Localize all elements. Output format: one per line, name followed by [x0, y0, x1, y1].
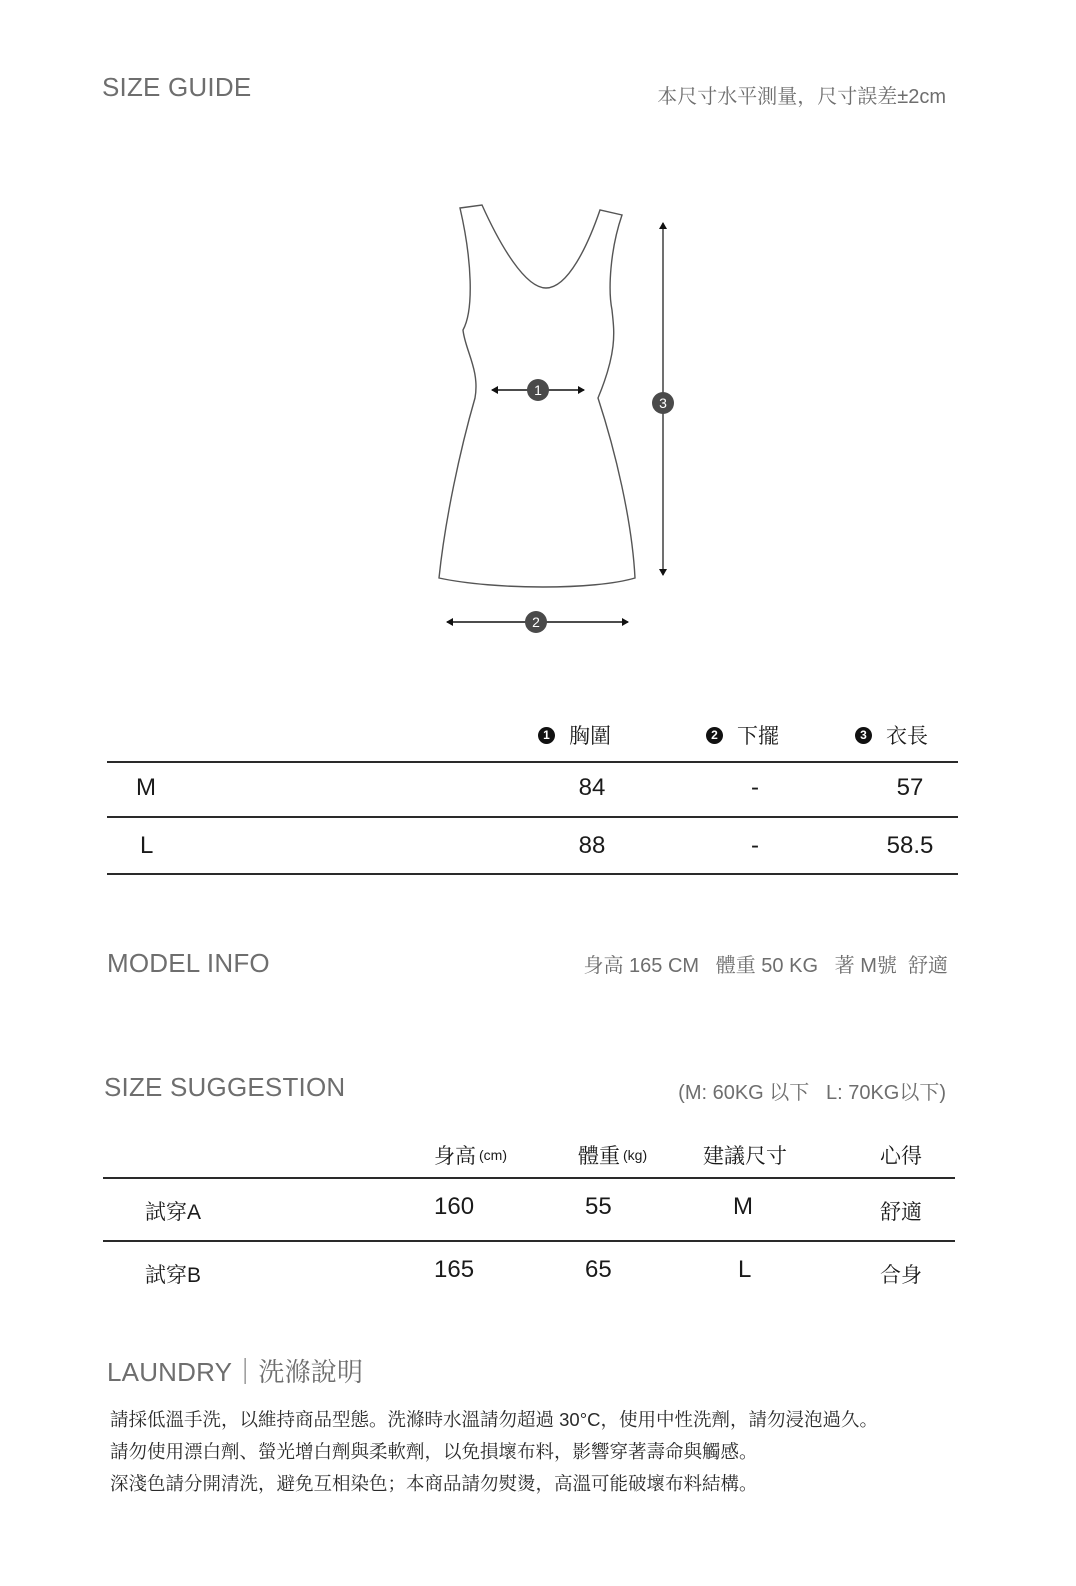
dress-diagram [420, 190, 700, 640]
cell-l-hem: - [751, 832, 759, 859]
tester-b-name: 試穿B [145, 1264, 202, 1287]
table-divider [107, 761, 958, 763]
model-info-title: MODEL INFO [107, 948, 270, 978]
size-guide-title: SIZE GUIDE [102, 72, 252, 102]
tester-a-comment: 舒適 [880, 1201, 922, 1224]
tester-a-weight: 55 [585, 1193, 612, 1220]
tester-b-comment: 合身 [880, 1264, 922, 1287]
col-header-height: 身高 (cm) [434, 1145, 507, 1168]
cell-m-length: 57 [896, 774, 924, 801]
tester-a-size: M [733, 1193, 753, 1220]
tester-b-size: L [738, 1256, 752, 1283]
size-label-l: L [140, 832, 154, 859]
table-divider [107, 816, 958, 818]
badge-1-icon: 1 [538, 727, 555, 744]
col-header-weight: 體重 (kg) [578, 1145, 648, 1168]
svg-text:2: 2 [532, 614, 540, 630]
svg-text:1: 1 [534, 382, 542, 398]
badge-2-icon: 2 [706, 727, 723, 744]
col-header-comment: 心得 [880, 1145, 922, 1168]
laundry-instructions [110, 1404, 878, 1500]
tester-a-height: 160 [434, 1193, 475, 1220]
laundry-line: 深淺色請分開清洗，避免互相染色；本商品請勿熨燙，高溫可能破壞布料結構。 [110, 1473, 758, 1494]
tester-b-weight: 65 [585, 1256, 612, 1283]
model-info-details: 身高 165 CM 體重 50 KG 著 M號 舒適 [583, 955, 948, 977]
size-suggestion-title: SIZE SUGGESTION [104, 1072, 346, 1102]
laundry-title: LAUNDRY｜洗滌說明 [107, 1357, 364, 1387]
col-header-suggested-size: 建議尺寸 [703, 1145, 787, 1168]
table-divider [103, 1240, 955, 1242]
table-divider [107, 873, 958, 875]
laundry-line: 請勿使用漂白劑、螢光增白劑與柔軟劑，以免損壞布料，影響穿著壽命與觸感。 [110, 1441, 758, 1462]
cell-l-length: 58.5 [886, 832, 934, 859]
tester-b-height: 165 [434, 1256, 475, 1283]
table-divider [103, 1177, 955, 1179]
cell-l-chest: 88 [578, 832, 606, 859]
laundry-line: 請採低溫手洗，以維持商品型態。洗滌時水溫請勿超過 30°C，使用中性洗劑，請勿浸泡過久。 [110, 1409, 878, 1430]
size-suggestion-note: (M: 60KG 以下 L: 70KG以下) [678, 1082, 946, 1104]
cell-m-hem: - [751, 774, 759, 801]
cell-m-chest: 84 [578, 774, 606, 801]
svg-text:3: 3 [659, 395, 667, 411]
size-label-m: M [136, 774, 156, 801]
col-header-chest: 1 胸圍 [538, 720, 611, 750]
tester-a-name: 試穿A [145, 1201, 202, 1224]
col-header-hem: 2 下擺 [706, 720, 779, 750]
size-guide-note: 本尺寸水平測量，尺寸誤差±2cm [657, 86, 946, 108]
badge-3-icon: 3 [855, 727, 872, 744]
col-header-length: 3 衣長 [855, 720, 928, 750]
